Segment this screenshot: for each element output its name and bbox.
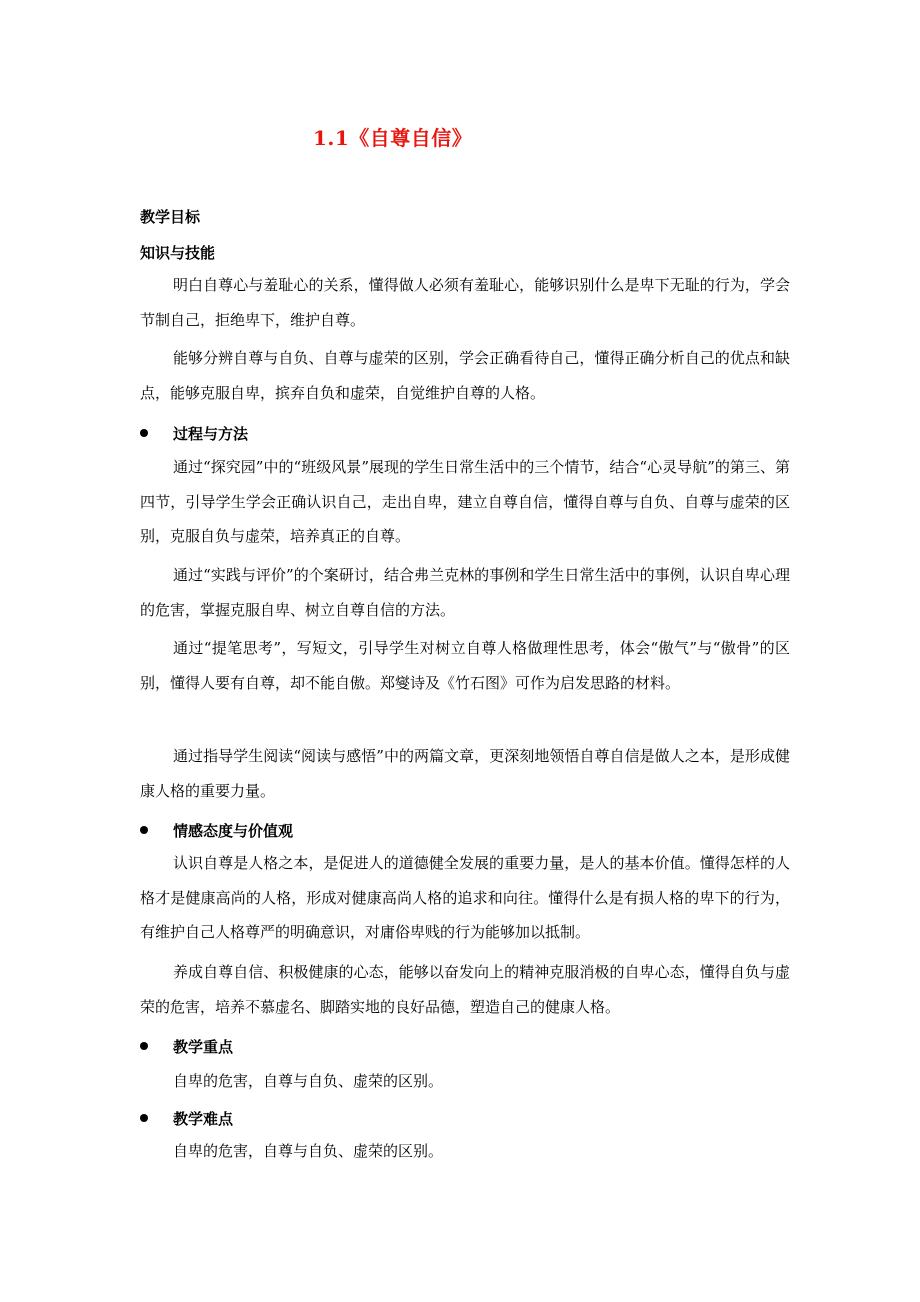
document-title: 1.1《自尊自信》 (313, 126, 473, 150)
emotion-paragraph-1: 认识自尊是人格之本，是促进人的道德健全发展的重要力量，是人的基本价值。懂得怎样的人格才是健康高尚的人格，形成对健康高尚人格的追求和向往。懂得什么是有损人格的卑下的行为，有维护自己人格尊严的明确意识，对庸俗卑贱的行为能够加以抵制。 (140, 854, 790, 941)
key-points-text: 自卑的危害，自尊与自负、虚荣的区别。 (173, 1072, 444, 1090)
knowledge-paragraph-1: 明白自尊心与羞耻心的关系，懂得做人必须有羞耻心，能够识别什么是卑下无耻的行为，学会节制自己，拒绝卑下，维护自尊。 (140, 276, 790, 329)
heading-process-methods-label: 过程与方法 (173, 425, 249, 443)
heading-key-points-label: 教学重点 (173, 1038, 234, 1056)
emotion-paragraph-2: 养成自尊自信、积极健康的心态，能够以奋发向上的精神克服消极的自卑心态，懂得自负与虚荣的危害，培养不慕虚名、脚踏实地的良好品德，塑造自己的健康人格。 (140, 963, 790, 1016)
bullet-icon (140, 429, 148, 437)
heading-difficulties-label: 教学难点 (173, 1110, 234, 1128)
bullet-icon (140, 1114, 148, 1122)
process-paragraph-1: 通过“探究园”中的“班级风景”展现的学生日常生活中的三个情节，结合“心灵导航”的第三、第四节，引导学生学会正确认识自己，走出自卑，建立自尊自信，懂得自尊与自负、自尊与虚荣的区别，克服自负与虚荣，培养真正的自尊。 (140, 458, 790, 545)
bullet-icon (140, 1042, 148, 1050)
process-paragraph-2: 通过“实践与评价”的个案研讨，结合弗兰克林的事例和学生日常生活中的事例，认识自卑心理的危害，掌握克服自卑、树立自尊自信的方法。 (140, 566, 790, 619)
heading-emotion-values-label: 情感态度与价值观 (173, 822, 294, 840)
heading-emotion-values (140, 820, 293, 841)
heading-difficulties (140, 1108, 233, 1129)
process-paragraph-3: 通过“提笔思考”，写短文，引导学生对树立自尊人格做理性思考，体会“傲气”与“傲骨”的区别，懂得人要有自尊，却不能自傲。郑燮诗及《竹石图》可作为启发思路的材料。 (140, 639, 790, 692)
difficulties-text: 自卑的危害，自尊与自负、虚荣的区别。 (173, 1142, 444, 1160)
knowledge-paragraph-2: 能够分辨自尊与自负、自尊与虚荣的区别，学会正确看待自己，懂得正确分析自己的优点和缺点，能够克服自卑，摈弃自负和虚荣，自觉维护自尊的人格。 (140, 349, 790, 402)
heading-knowledge-skills: 知识与技能 (140, 244, 216, 262)
bullet-icon (140, 826, 148, 834)
section-title-teaching-goals: 教学目标 (140, 208, 201, 226)
heading-key-points (140, 1036, 233, 1057)
heading-process-methods (140, 423, 248, 444)
process-paragraph-4: 通过指导学生阅读“阅读与感悟”中的两篇文章，更深刻地领悟自尊自信是做人之本，是形成健康人格的重要力量。 (140, 747, 790, 800)
